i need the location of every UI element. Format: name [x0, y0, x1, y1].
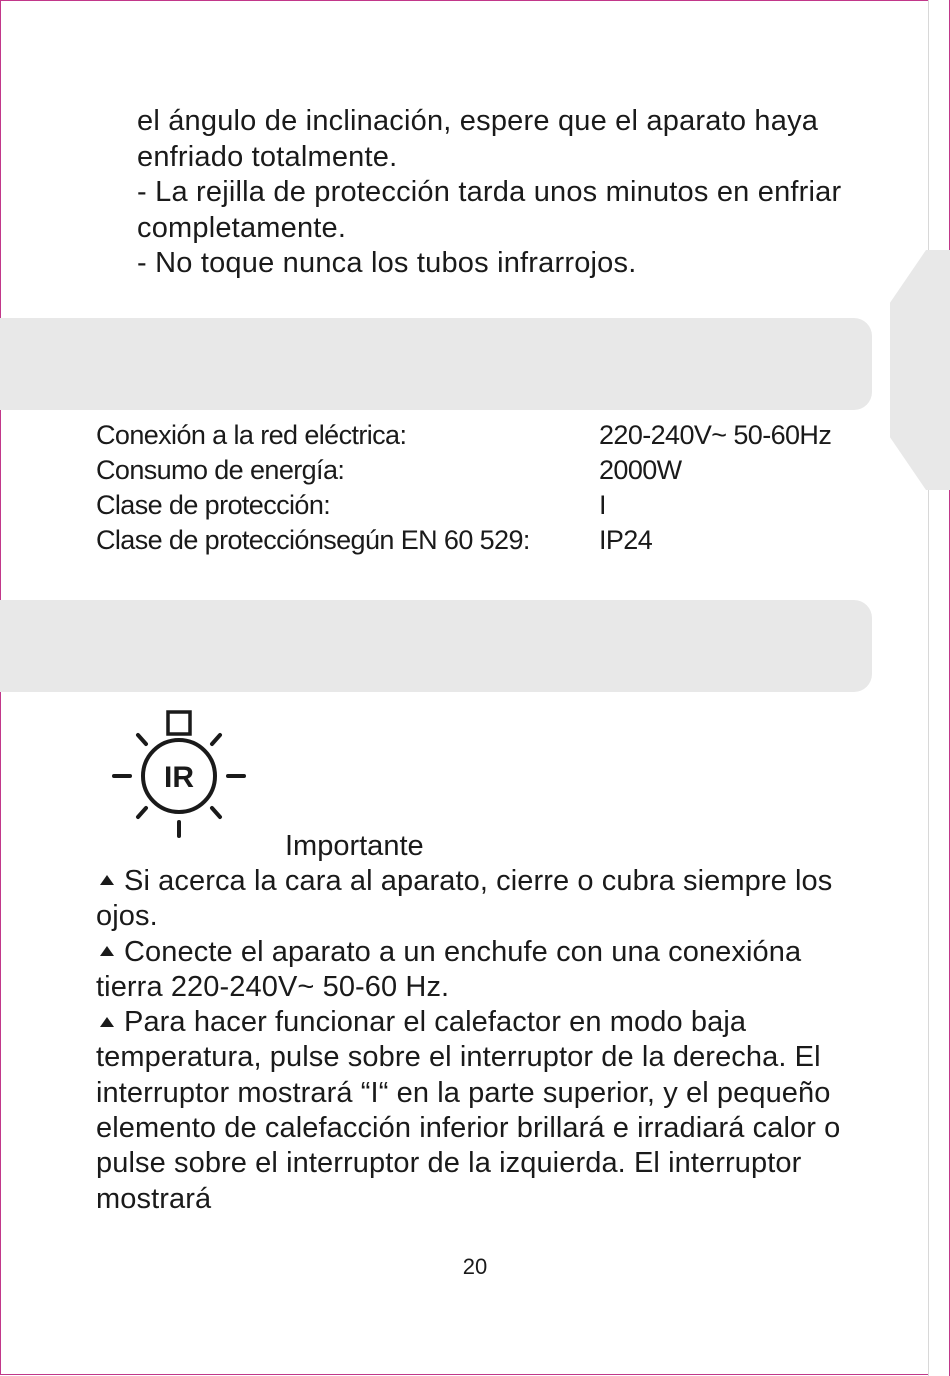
- spec-value: 2000W: [599, 455, 682, 485]
- list-item: [96, 1005, 866, 1217]
- important-list: [96, 864, 866, 1217]
- section-header-band: [0, 600, 872, 692]
- list-item-text: Conecte el aparato a un enchufe con una conexióna tierra 220-240V~ 50-60 Hz.: [96, 935, 802, 1003]
- infrared-lamp-icon: [100, 700, 260, 850]
- list-item: [96, 864, 866, 935]
- intro-line: - No toque nunca los tubos infrarrojos.: [137, 247, 637, 279]
- spec-row: [96, 488, 876, 523]
- spec-value: IP24: [599, 525, 653, 555]
- spec-label: Clase de protección:: [96, 490, 331, 520]
- bullet-triangle-icon: [100, 946, 114, 956]
- spec-row: [96, 453, 876, 488]
- intro-line: el ángulo de inclinación, espere que el aparato haya enfriado totalmente.: [137, 105, 819, 173]
- spec-label: Clase de protecciónsegún EN 60 529:: [96, 525, 530, 555]
- page-number: 20: [462, 1254, 488, 1279]
- spec-value: 220-240V~ 50-60Hz: [599, 420, 832, 450]
- important-heading: Importante: [285, 830, 424, 862]
- spec-value: I: [599, 490, 606, 520]
- list-item: [96, 935, 866, 1006]
- spec-row: [96, 418, 876, 453]
- intro-text: [137, 104, 897, 282]
- ir-label: IR: [164, 761, 194, 794]
- spec-label: Conexión a la red eléctrica:: [96, 420, 407, 450]
- spec-table: [96, 418, 876, 558]
- bullet-triangle-icon: [100, 875, 114, 885]
- bullet-triangle-icon: [100, 1017, 114, 1027]
- spec-row: [96, 523, 876, 558]
- page-edge: [928, 0, 950, 1376]
- list-item-text: Para hacer funcionar el calefactor en modo baja temperatura, pulse sobre el interruptor de la derecha. El interruptor mostrará “I“ en la parte superior, y el pequeño elemento de calefacción inferior brillará e irradiará calor o pulse sobre el interruptor de la izquierda. El interruptor mostrará: [96, 1006, 841, 1215]
- list-item-text: Si acerca la cara al aparato, cierre o cubra siempre los ojos.: [96, 865, 833, 933]
- intro-line: - La rejilla de protección tarda unos minutos en enfriar completamente.: [137, 176, 842, 244]
- spec-label: Consumo de energía:: [96, 455, 345, 485]
- section-header-band: [0, 318, 872, 410]
